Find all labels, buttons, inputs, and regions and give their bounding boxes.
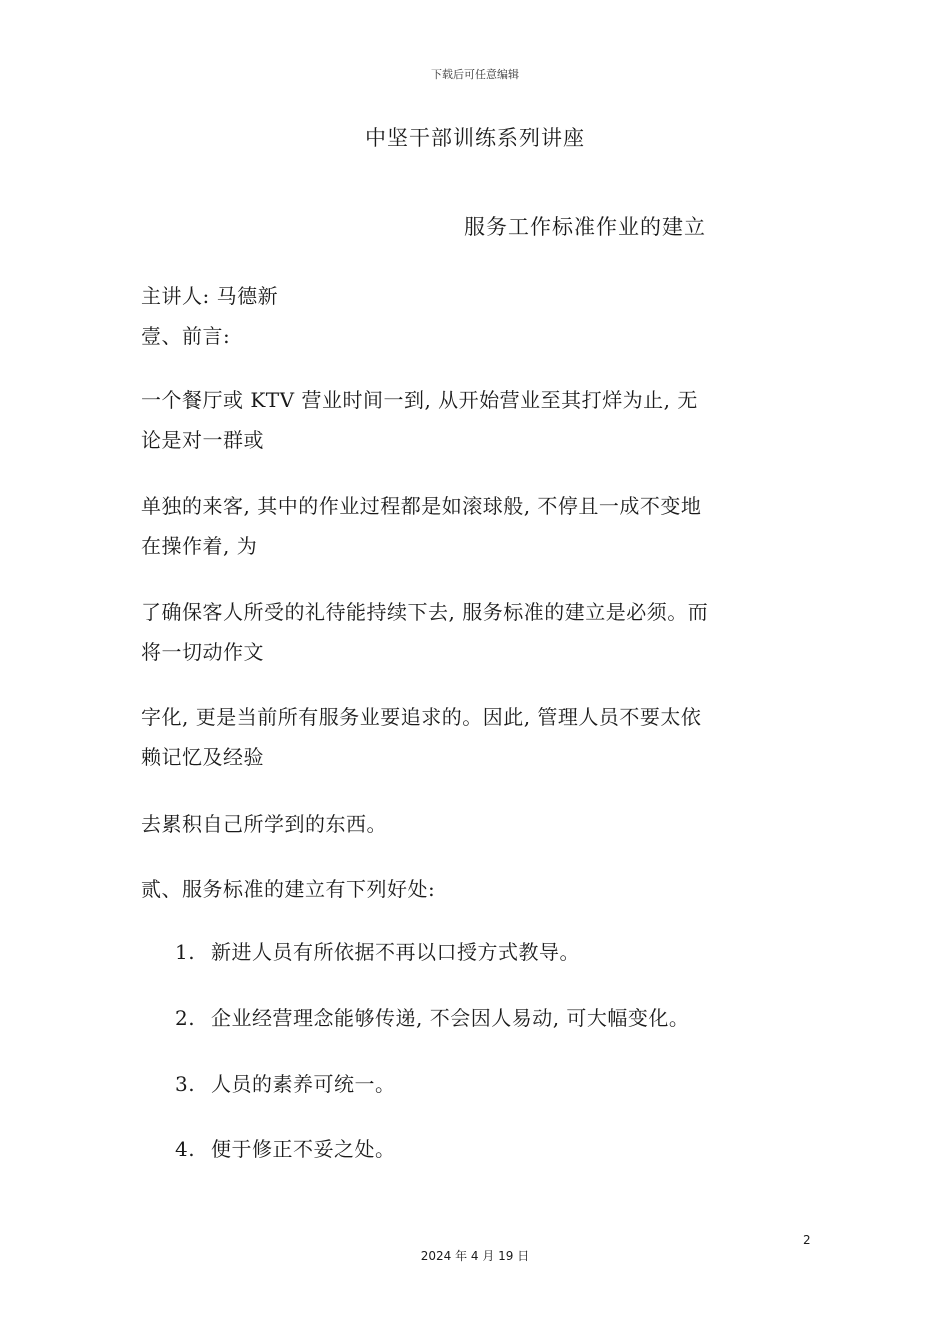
list-item-number: 3. (175, 1072, 196, 1096)
paragraph-line: 赖记忆及经验 (141, 745, 264, 769)
list-item-text: 新进人员有所依据不再以口授方式教导。 (211, 940, 580, 964)
document-title: 中坚干部训练系列讲座 (365, 126, 585, 150)
page-number: 2 (803, 1233, 811, 1247)
paragraph-line: 了确保客人所受的礼待能持续下去, 服务标准的建立是必须。而 (141, 600, 709, 624)
paragraph-line: 将一切动作文 (141, 640, 264, 664)
paragraph (141, 592, 813, 672)
list-item (175, 1065, 396, 1103)
speaker-line: 主讲人: 马德新 (141, 284, 279, 308)
paragraph-line: 去累积自己所学到的东西。 (141, 812, 387, 836)
list-item-text: 人员的素养可统一。 (211, 1072, 396, 1096)
list-item-text: 企业经营理念能够传递, 不会因人易动, 可大幅变化。 (211, 1006, 690, 1030)
section-heading-benefits: 贰、服务标准的建立有下列好处: (141, 877, 436, 901)
list-item-number: 1. (175, 940, 196, 964)
list-item-number: 4. (175, 1137, 196, 1161)
paragraph (141, 804, 813, 844)
list-item-text: 便于修正不妥之处。 (211, 1137, 396, 1161)
footer-date: 2024 年 4 月 19 日 (420, 1249, 530, 1263)
list-item (175, 933, 580, 971)
document-subtitle: 服务工作标准作业的建立 (464, 215, 706, 239)
section-heading-preface: 壹、前言: (141, 324, 231, 348)
paragraph (141, 380, 813, 460)
list-item (175, 999, 689, 1037)
paragraph (141, 697, 813, 777)
list-item-number: 2. (175, 1006, 196, 1030)
paragraph-line: 在操作着, 为 (141, 534, 258, 558)
header-note: 下载后可任意编辑 (431, 68, 519, 81)
paragraph-line: 一个餐厅或 KTV 营业时间一到, 从开始营业至其打烊为止, 无 (141, 388, 698, 412)
paragraph-line: 字化, 更是当前所有服务业要追求的。因此, 管理人员不要太依 (141, 705, 702, 729)
paragraph-line: 单独的来客, 其中的作业过程都是如滚球般, 不停且一成不变地 (141, 494, 702, 518)
paragraph-line: 论是对一群或 (141, 428, 264, 452)
paragraph (141, 486, 813, 566)
list-item (175, 1130, 396, 1168)
